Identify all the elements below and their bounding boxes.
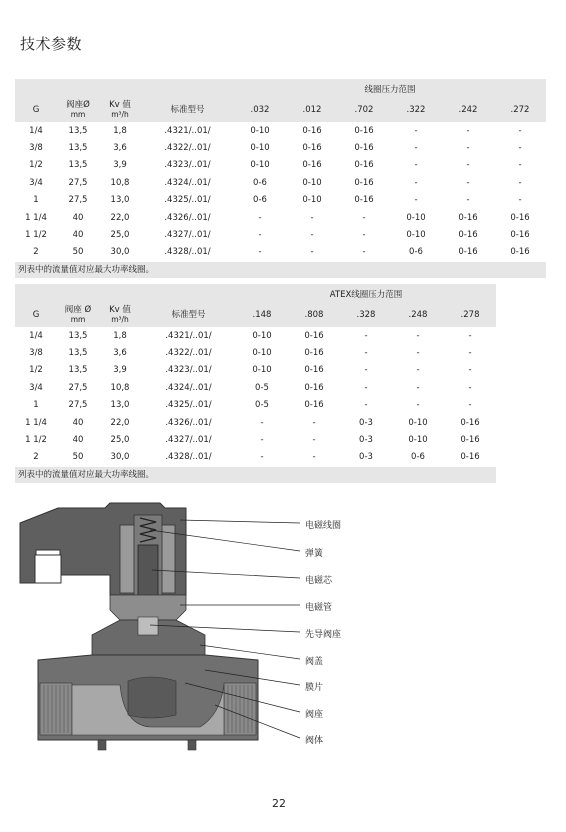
table-cell: -	[286, 226, 338, 243]
table-cell: .4324/..01/	[141, 174, 234, 191]
table-cell: -	[288, 449, 340, 466]
table2-header-unit: m³/h	[111, 315, 129, 324]
table-cell: 0-16	[442, 209, 494, 226]
table-cell: 25,0	[99, 431, 141, 448]
table-cell: .4327/..01/	[141, 226, 234, 243]
diagram-label-tube: 电磁管	[305, 603, 333, 613]
table-row	[15, 157, 546, 174]
table-cell: 0-10	[390, 209, 442, 226]
table-cell: .4326/..01/	[141, 209, 234, 226]
diagram-label-diaphragm: 膜片	[305, 683, 324, 693]
table2-header-label: G	[32, 310, 40, 320]
table-cell: -	[444, 379, 496, 396]
table-cell: -	[236, 414, 288, 431]
table1-header-cell	[141, 98, 234, 122]
table-cell: -	[392, 397, 444, 414]
table-cell: 0-10	[234, 139, 286, 156]
table1-header-cell	[15, 98, 57, 122]
table-cell: 40	[57, 226, 99, 243]
diagram-label-spring: 弹簧	[305, 549, 324, 559]
table-cell: .4321/..01/	[141, 327, 236, 344]
table2-header-label: .148	[252, 310, 272, 320]
table1-header-cell	[442, 98, 494, 122]
table1-body	[15, 122, 546, 261]
table2-body	[15, 327, 496, 466]
table-cell: -	[390, 174, 442, 191]
table-row	[15, 414, 496, 431]
table2-header-cell	[236, 303, 288, 327]
table-cell: 10,8	[99, 174, 141, 191]
table1-header-label: .242	[458, 105, 478, 115]
table-cell: 1,8	[99, 122, 141, 139]
diagram-label-body: 阀体	[305, 736, 324, 746]
table1-header-cell	[57, 98, 99, 122]
page-title: 技术参数	[20, 35, 83, 53]
table-cell: 1 1/2	[15, 431, 57, 448]
table-cell: 3/4	[15, 379, 57, 396]
table-cell: 3,6	[99, 344, 141, 361]
table1-header-label: Kv 值	[109, 100, 131, 110]
table-cell: 1/2	[15, 157, 57, 174]
table-cell: 3,9	[99, 362, 141, 379]
table1-header-label: .272	[510, 105, 530, 115]
table-cell: 1	[15, 192, 57, 209]
table-cell: -	[494, 122, 546, 139]
table-cell: -	[288, 431, 340, 448]
table-cell: 27,5	[57, 397, 99, 414]
table-cell: 50	[57, 244, 99, 261]
table-cell: .4328/..01/	[141, 449, 236, 466]
table-cell: 1	[15, 397, 57, 414]
table2-header-cell	[15, 303, 57, 327]
table-cell: 3/8	[15, 344, 57, 361]
table-row	[15, 397, 496, 414]
table-cell: 1/4	[15, 122, 57, 139]
table-cell: 2	[15, 244, 57, 261]
table-cell: -	[390, 157, 442, 174]
atex-coil-pressure-table	[15, 284, 496, 466]
table-cell: 2	[15, 449, 57, 466]
table-cell: 0-16	[288, 362, 340, 379]
table-cell: 1 1/2	[15, 226, 57, 243]
table-row	[15, 244, 546, 261]
table-cell: 40	[57, 431, 99, 448]
table-cell: 1/2	[15, 362, 57, 379]
table2-header-label: Kv 值	[109, 305, 131, 315]
table-row	[15, 327, 496, 344]
table-cell: 0-16	[338, 157, 390, 174]
table-cell: -	[236, 449, 288, 466]
table-cell: 13,0	[99, 397, 141, 414]
table2-header-label: .808	[304, 310, 324, 320]
table-cell: 0-10	[234, 157, 286, 174]
table-cell: -	[340, 362, 392, 379]
table-cell: 27,5	[57, 174, 99, 191]
table-cell: -	[286, 209, 338, 226]
table2-header-label: .328	[356, 310, 376, 320]
table-cell: 13,5	[57, 139, 99, 156]
table2-header-cell	[340, 303, 392, 327]
table-cell: 0-10	[392, 414, 444, 431]
table-cell: -	[442, 174, 494, 191]
table-cell: -	[340, 379, 392, 396]
table-cell: 0-10	[392, 431, 444, 448]
table-cell: 0-16	[288, 379, 340, 396]
table-cell: 0-16	[338, 122, 390, 139]
table-cell: 22,0	[99, 414, 141, 431]
table-cell: -	[234, 244, 286, 261]
table-cell: 0-16	[444, 449, 496, 466]
table1-group-header: 线圈压力范围	[234, 79, 546, 98]
table-cell: 3/8	[15, 139, 57, 156]
diagram-label-coil: 电磁线圈	[305, 521, 342, 531]
table-row	[15, 362, 496, 379]
table-cell: 1,8	[99, 327, 141, 344]
table-cell: 0-3	[340, 414, 392, 431]
table-cell: 0-10	[236, 327, 288, 344]
table-cell: 0-16	[494, 209, 546, 226]
table2-group-header: ATEX线圈压力范围	[236, 284, 496, 303]
table2-header-label: .278	[460, 310, 480, 320]
table1-header-label: 阀座Ø	[66, 100, 90, 110]
table-row	[15, 122, 546, 139]
table-cell: 0-16	[494, 226, 546, 243]
table-row	[15, 344, 496, 361]
table-cell: -	[338, 244, 390, 261]
table-row	[15, 192, 546, 209]
table1-header-label: 标准型号	[170, 105, 205, 115]
table-cell: 40	[57, 209, 99, 226]
table-cell: 0-16	[288, 344, 340, 361]
table2-header-label: 阀座 Ø	[64, 305, 92, 315]
table-cell: .4322/..01/	[141, 344, 236, 361]
table-row	[15, 449, 496, 466]
table2-header-cell	[141, 303, 236, 327]
table-cell: -	[338, 226, 390, 243]
table1-header-label: .032	[250, 105, 270, 115]
table-cell: .4328/..01/	[141, 244, 234, 261]
table-row	[15, 431, 496, 448]
table-cell: -	[234, 226, 286, 243]
table-cell: 1/4	[15, 327, 57, 344]
table2-header-row	[15, 303, 496, 327]
table-row	[15, 139, 546, 156]
valve-cross-section-diagram	[0, 495, 566, 770]
table-cell: .4322/..01/	[141, 139, 234, 156]
table-cell: 0-10	[236, 344, 288, 361]
table-cell: 0-3	[340, 449, 392, 466]
table1-header-label: .702	[354, 105, 374, 115]
table-cell: -	[392, 344, 444, 361]
table-cell: 22,0	[99, 209, 141, 226]
table-cell: -	[442, 157, 494, 174]
table-cell: 0-16	[442, 244, 494, 261]
table-cell: 0-10	[234, 122, 286, 139]
table-cell: -	[494, 139, 546, 156]
table-cell: -	[494, 174, 546, 191]
table-cell: 13,5	[57, 344, 99, 361]
table1-header-cell	[234, 98, 286, 122]
table-cell: 0-5	[236, 397, 288, 414]
table1-header-label: .012	[302, 105, 322, 115]
table-cell: .4326/..01/	[141, 414, 236, 431]
table1-note: 列表中的流量值对应最大功率线圈。	[15, 262, 546, 278]
table-cell: .4321/..01/	[141, 122, 234, 139]
table-cell: 1 1/4	[15, 209, 57, 226]
table-cell: -	[444, 397, 496, 414]
table-cell: 10,8	[99, 379, 141, 396]
table1-header-row	[15, 98, 546, 122]
table-cell: 0-16	[338, 192, 390, 209]
table-cell: -	[234, 209, 286, 226]
table-cell: 3,9	[99, 157, 141, 174]
table-cell: -	[444, 327, 496, 344]
table-cell: 13,0	[99, 192, 141, 209]
table-cell: -	[340, 397, 392, 414]
table-row	[15, 209, 546, 226]
table1-header-cell	[99, 98, 141, 122]
table-row	[15, 226, 546, 243]
table-cell: .4325/..01/	[141, 397, 236, 414]
table-cell: -	[494, 192, 546, 209]
table-cell: 40	[57, 414, 99, 431]
table2-header-label: 标准型号	[171, 310, 206, 320]
table-cell: .4323/..01/	[141, 157, 234, 174]
table2-header-unit: mm	[70, 315, 86, 324]
table2-header-cell	[392, 303, 444, 327]
table-cell: -	[442, 139, 494, 156]
table2-header-cell	[99, 303, 141, 327]
table-row	[15, 174, 546, 191]
table-cell: 0-16	[338, 174, 390, 191]
table-cell: -	[392, 327, 444, 344]
table-cell: 0-16	[286, 139, 338, 156]
diagram-label-core: 电磁芯	[305, 576, 333, 586]
table-cell: 0-5	[236, 379, 288, 396]
table-cell: -	[444, 362, 496, 379]
table1-header-cell	[390, 98, 442, 122]
table-cell: -	[288, 414, 340, 431]
table-cell: 0-16	[494, 244, 546, 261]
table-cell: 25,0	[99, 226, 141, 243]
table-cell: 13,5	[57, 327, 99, 344]
table-cell: 27,5	[57, 192, 99, 209]
table-cell: .4325/..01/	[141, 192, 234, 209]
table-cell: 0-16	[442, 226, 494, 243]
table-cell: 3,6	[99, 139, 141, 156]
table1-header-unit: m³/h	[111, 110, 129, 119]
table-cell: 0-10	[286, 174, 338, 191]
table2-header-label: .248	[408, 310, 428, 320]
table-row	[15, 379, 496, 396]
table-cell: 27,5	[57, 379, 99, 396]
diagram-label-bonnet: 阀盖	[305, 657, 324, 667]
table-cell: 0-6	[392, 449, 444, 466]
table-cell: 1 1/4	[15, 414, 57, 431]
table1-header-cell	[338, 98, 390, 122]
coil-pressure-table	[15, 79, 546, 261]
table-cell: -	[286, 244, 338, 261]
table-cell: 0-10	[286, 192, 338, 209]
table2-header-cell	[288, 303, 340, 327]
diagram-label-seat: 阀座	[305, 710, 324, 720]
table-cell: 13,5	[57, 157, 99, 174]
table-cell: 3/4	[15, 174, 57, 191]
table-cell: 0-6	[234, 174, 286, 191]
table-cell: 0-3	[340, 431, 392, 448]
table-cell: -	[340, 344, 392, 361]
table-cell: 0-10	[236, 362, 288, 379]
table1-header-label: G	[32, 105, 40, 115]
table-cell: -	[236, 431, 288, 448]
table-cell: -	[442, 192, 494, 209]
table-cell: 30,0	[99, 244, 141, 261]
table-cell: -	[494, 157, 546, 174]
table-cell: -	[392, 379, 444, 396]
table-cell: .4323/..01/	[141, 362, 236, 379]
page-number: 22	[272, 797, 286, 810]
table-cell: 13,5	[57, 362, 99, 379]
table-cell: 30,0	[99, 449, 141, 466]
table-cell: -	[390, 122, 442, 139]
table-cell: .4327/..01/	[141, 431, 236, 448]
table-cell: 0-6	[390, 244, 442, 261]
table1-header-cell	[286, 98, 338, 122]
table-cell: 0-16	[444, 431, 496, 448]
table-cell: 0-16	[288, 397, 340, 414]
table-cell: -	[444, 344, 496, 361]
table-cell: 0-16	[286, 157, 338, 174]
table-cell: 0-16	[444, 414, 496, 431]
table-cell: 0-16	[288, 327, 340, 344]
table1-header-unit: mm	[70, 110, 86, 119]
table-cell: 0-16	[338, 139, 390, 156]
table1-header-label: .322	[406, 105, 426, 115]
table-cell: 0-16	[286, 122, 338, 139]
table-cell: 50	[57, 449, 99, 466]
table2-note: 列表中的流量值对应最大功率线圈。	[15, 467, 496, 483]
table-cell: 13,5	[57, 122, 99, 139]
table-cell: .4324/..01/	[141, 379, 236, 396]
table-cell: 0-6	[234, 192, 286, 209]
table-cell: -	[338, 209, 390, 226]
table2-header-cell	[57, 303, 99, 327]
table2-header-cell	[444, 303, 496, 327]
table-cell: -	[392, 362, 444, 379]
table1-header-cell	[494, 98, 546, 122]
table-cell: 0-10	[390, 226, 442, 243]
table-cell: -	[390, 139, 442, 156]
table-cell: -	[340, 327, 392, 344]
diagram-label-pilot-seat: 先导阀座	[305, 630, 342, 640]
table-cell: -	[390, 192, 442, 209]
table-cell: -	[442, 122, 494, 139]
